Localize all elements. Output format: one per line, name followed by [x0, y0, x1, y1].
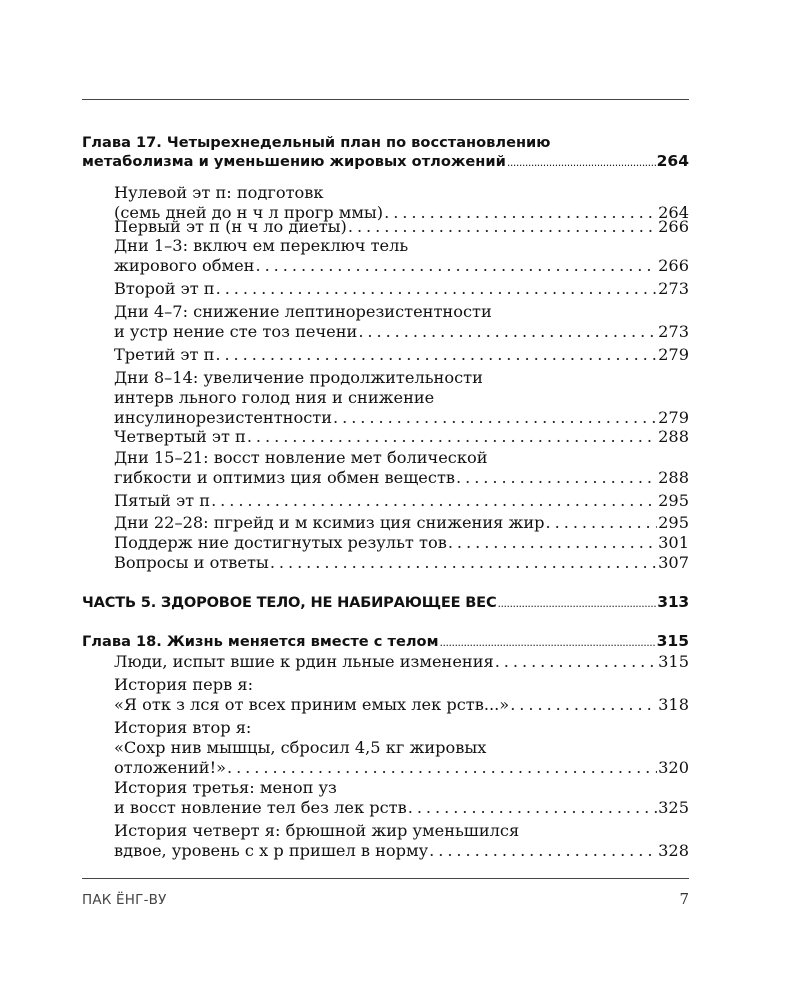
toc-entry: [114, 448, 689, 488]
dot-leader: [255, 256, 657, 276]
toc-page-number: 315: [658, 652, 689, 671]
dot-leader: [429, 841, 657, 861]
toc-entry-line: [114, 652, 689, 672]
toc-page-number: 264: [656, 152, 689, 170]
toc-entry-title: Пятый эт п: [114, 491, 211, 510]
toc-entry: [114, 368, 689, 428]
dot-leader: [227, 758, 657, 778]
toc-entry-line: [114, 553, 689, 573]
dot-leader: [216, 279, 657, 299]
toc-page-number: 266: [658, 256, 689, 275]
toc-entry: [114, 821, 689, 861]
toc-entry-line: [114, 798, 689, 818]
toc-chapter: [82, 632, 689, 650]
toc-entry-line: [82, 152, 689, 170]
toc-entry-text: Дни 8–14: увеличение продолжительности: [114, 368, 483, 387]
toc-entry-line: [114, 695, 689, 715]
toc-page-number: 318: [658, 695, 689, 714]
toc-entry-text: Дни 1–3: включ ем переключ тель: [114, 236, 409, 255]
toc-entry-line: [114, 408, 689, 428]
dot-leader: [270, 553, 657, 573]
dot-leader: [448, 533, 657, 553]
toc-entry-title: вдвое, уровень с х р пришел в норму: [114, 841, 429, 860]
toc-page-number: 266: [658, 217, 689, 236]
toc-entry-text: История четверт я: брюшной жир уменьшился: [114, 821, 520, 840]
toc-entry-line: [114, 217, 689, 237]
toc-entry-text: История третья: меноп уз: [114, 778, 337, 797]
toc-page-number: 273: [658, 279, 689, 298]
toc-entry-line: [114, 841, 689, 861]
toc-entry-title: Второй эт п: [114, 279, 215, 298]
dot-leader: [215, 345, 657, 365]
toc-entry-title: жирового обмен: [114, 256, 255, 275]
toc-entry-text: История втор я:: [114, 718, 252, 737]
toc-entry-title: Глава 18. Жизнь меняется вместе с телом: [82, 633, 439, 650]
toc-entry-title: и устр нение сте тоз печени: [114, 322, 358, 341]
dot-leader: [348, 217, 657, 237]
toc-page-number: 288: [658, 468, 689, 487]
toc-entry-line: [114, 491, 689, 511]
dot-leader: [358, 322, 657, 342]
toc-page-number: 273: [658, 322, 689, 341]
toc-entry: [114, 553, 689, 573]
dot-leader: [510, 695, 657, 715]
toc-entry: [114, 302, 689, 342]
toc-entry-line: [114, 468, 689, 488]
toc-entry-title: ЧАСТЬ 5. ЗДОРОВОЕ ТЕЛО, НЕ НАБИРАЮЩЕЕ ВЕС: [82, 594, 497, 611]
toc-entry-title: гибкости и оптимиз ция обмен веществ: [114, 468, 456, 487]
dot-leader: [507, 153, 656, 170]
toc-entry-title: «Я отк з лся от всех приним емых лек рств...»: [114, 695, 510, 714]
toc-page-number: 307: [658, 553, 689, 572]
dot-leader: [408, 798, 657, 818]
toc-entry-text: «Сохр нив мышцы, сбросил 4,5 кг жировых: [114, 738, 487, 757]
toc-entry: [114, 675, 689, 715]
dot-leader: [440, 633, 656, 650]
toc-page-number: 315: [656, 632, 689, 650]
toc-entry-text: Дни 15–21: восст новление мет болической: [114, 448, 488, 467]
toc-entry-line: [114, 427, 689, 447]
toc-page-number: 301: [658, 533, 689, 552]
toc-page-number: 320: [658, 758, 689, 777]
toc-page-number: 288: [658, 427, 689, 446]
toc-entry-text: Нулевой эт п: подготовк: [114, 183, 324, 202]
dot-leader: [211, 491, 657, 511]
toc-entry-title: Вопросы и ответы: [114, 553, 269, 572]
toc-page-number: 295: [658, 491, 689, 510]
dot-leader: [247, 427, 657, 447]
toc-entry-title: инсулинорезистентности: [114, 408, 333, 427]
toc-entry-line: [82, 632, 689, 650]
toc-entry: [114, 513, 689, 533]
toc-entry-line: [114, 256, 689, 276]
toc-entry-title: (семь дней до н ч л прогр ммы): [114, 203, 384, 222]
toc-entry-title: Первый эт п (н ч ло диеты): [114, 217, 347, 236]
toc-entry-text: История перв я:: [114, 675, 254, 694]
toc-page-number: 313: [657, 593, 689, 611]
dot-leader: [546, 513, 658, 533]
toc-entry-line: [114, 279, 689, 299]
toc-entry-title: Поддерж ние достигнутых результ тов: [114, 533, 447, 552]
toc-entry: [114, 652, 689, 672]
toc-entry-text: Глава 17. Четырехнедельный план по восстановлению: [82, 134, 551, 151]
toc-page-number: 279: [658, 408, 689, 427]
toc-page-number: 325: [658, 798, 689, 817]
toc-entry-title: Четвертый эт п: [114, 427, 246, 446]
toc-entry-title: отложений!»: [114, 758, 226, 777]
toc-page-number: 295: [658, 513, 689, 532]
toc-entry: [114, 533, 689, 553]
toc-entry-title: Дни 22–28: пгрейд и м ксимиз ция снижения жир: [114, 513, 545, 532]
dot-leader: [497, 593, 656, 612]
header-rule: [82, 99, 689, 100]
footer-page-number: 7: [679, 890, 689, 908]
toc-entry-title: и восст новление тел без лек рств: [114, 798, 407, 817]
toc-entry: [114, 491, 689, 511]
toc-entry-line: [114, 345, 689, 365]
toc-page-number: 264: [658, 203, 689, 222]
toc-entry-line: [114, 533, 689, 553]
toc-entry-title: метаболизма и уменьшению жировых отложений: [82, 153, 506, 170]
toc-entry-line: [114, 513, 689, 533]
toc-entry: [114, 778, 689, 818]
toc-entry: [114, 718, 689, 778]
footer-author: ПАК ЁНГ-ВУ: [82, 892, 167, 908]
toc-entry-line: [82, 592, 689, 612]
toc-part: [82, 592, 689, 612]
toc-entry: [114, 427, 689, 447]
toc-entry: [114, 279, 689, 299]
toc-entry-line: [114, 758, 689, 778]
dot-leader: [495, 652, 657, 672]
toc-entry-title: Третий эт п: [114, 345, 215, 364]
toc-page-number: 279: [658, 345, 689, 364]
toc-entry: [114, 236, 689, 276]
toc-chapter: [82, 134, 689, 170]
toc-entry-line: [114, 322, 689, 342]
toc-entry-text: Дни 4–7: снижение лептинорезистентности: [114, 302, 492, 321]
toc-entry-text: интерв льного голод ния и снижение: [114, 388, 435, 407]
toc-entry: [114, 345, 689, 365]
toc-entry: [114, 217, 689, 237]
toc-page-number: 328: [658, 841, 689, 860]
dot-leader: [456, 468, 657, 488]
toc-entry-title: Люди, испыт вшие к рдин льные изменения: [114, 652, 494, 671]
footer-rule: [82, 878, 689, 879]
dot-leader: [333, 408, 657, 428]
